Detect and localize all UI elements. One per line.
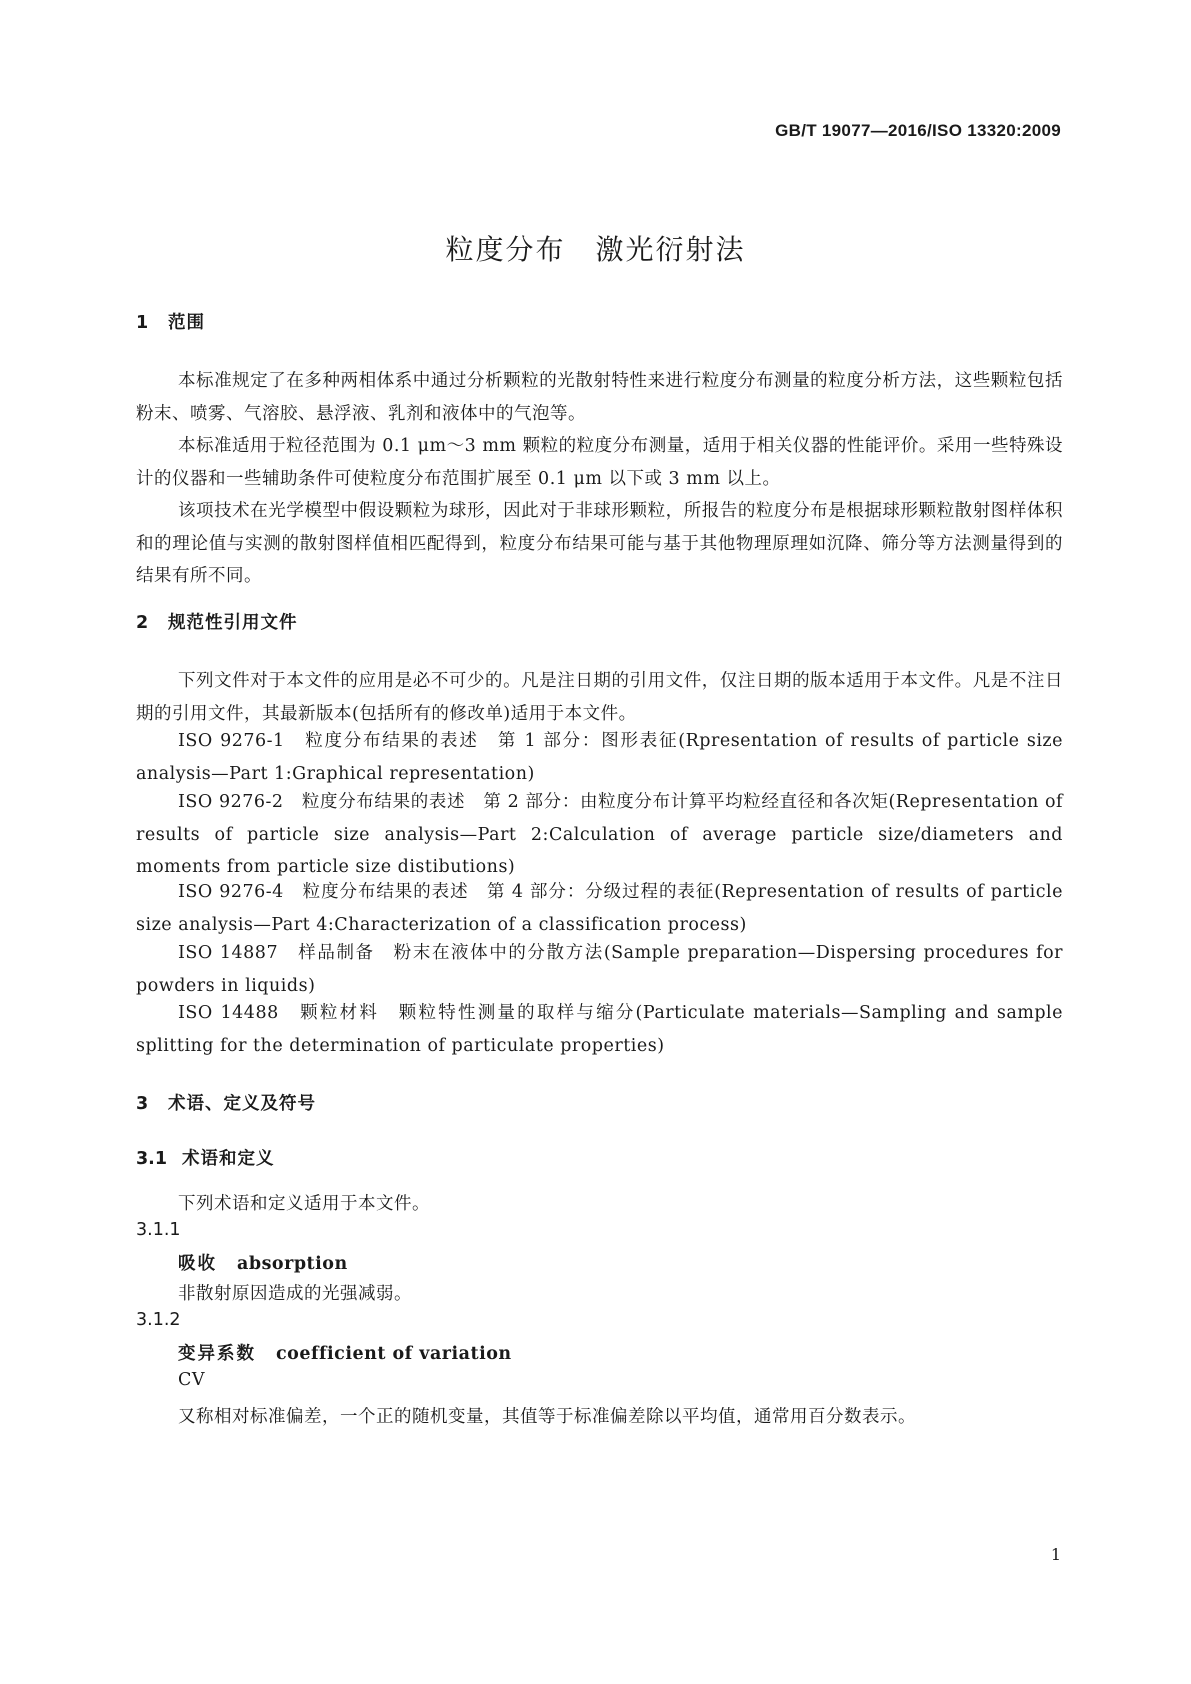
paragraph: 本标准适用于粒径范围为 0.1 μm～3 mm 颗粒的粒度分布测量，适用于相关仪器的性能评价。采用一些特殊设计的仪器和一些辅助条件可使粒度分布范围扩展至 0.1 μm 以下或 3 mm 以上。: [136, 436, 1063, 489]
section-title: 范围: [168, 313, 205, 333]
section-title: 规范性引用文件: [168, 613, 298, 633]
standard-number: GB/T 19077—2016/ISO 13320:2009: [775, 121, 1061, 140]
section-1-heading: [136, 309, 205, 334]
term-heading: [178, 1250, 348, 1275]
term-chinese: 变异系数: [178, 1344, 256, 1364]
page-number: 1: [1050, 1545, 1061, 1564]
term-number: 3.1.2: [136, 1310, 181, 1330]
section-title: 术语、定义及符号: [168, 1094, 316, 1114]
section-2-heading: [136, 609, 298, 634]
subsection-number: 3.1: [136, 1149, 168, 1169]
reference-item: ISO 14488 颗粒材料 颗粒特性测量的取样与缩分(Particulate materials—Sampling and sample splitting for the determination of particulate properties): [136, 1003, 1063, 1056]
reference-item: ISO 9276-1 粒度分布结果的表述 第 1 部分：图形表征(Rpresentation of results of particle size analysis—Part 1:Graphical representation): [136, 731, 1063, 784]
paragraph: 下列文件对于本文件的应用是必不可少的。凡是注日期的引用文件，仅注日期的版本适用于本文件。凡是不注日期的引用文件，其最新版本(包括所有的修改单)适用于本文件。: [136, 671, 1063, 724]
paragraph: 下列术语和定义适用于本文件。: [178, 1194, 430, 1214]
term-heading: [178, 1340, 512, 1365]
term-english: absorption: [237, 1254, 348, 1274]
subsection-title: 术语和定义: [182, 1149, 275, 1169]
term-definition: 又称相对标准偏差，一个正的随机变量，其值等于标准偏差除以平均值，通常用百分数表示。: [178, 1407, 916, 1427]
section-number: 3: [136, 1094, 149, 1114]
document-title: 粒度分布 激光衍射法: [445, 233, 746, 266]
section-number: 1: [136, 313, 149, 333]
reference-item: ISO 9276-4 粒度分布结果的表述 第 4 部分：分级过程的表征(Representation of results of particle size analysis—Part 4:Characterization of a classification process): [136, 882, 1063, 935]
section-3-heading: [136, 1090, 316, 1115]
reference-item: ISO 9276-2 粒度分布结果的表述 第 2 部分：由粒度分布计算平均粒经直径和各次矩(Representation of results of particle size analysis—Part 2:Calculation of average particle size/diameters and moments from particle size distibutions): [136, 792, 1063, 877]
term-chinese: 吸收: [178, 1254, 217, 1274]
paragraph: 该项技术在光学模型中假设颗粒为球形，因此对于非球形颗粒，所报告的粒度分布是根据球形颗粒散射图样体积和的理论值与实测的散射图样值相匹配得到，粒度分布结果可能与基于其他物理原理如沉降、筛分等方法测量得到的结果有所不同。: [136, 501, 1063, 586]
section-number: 2: [136, 613, 149, 633]
term-definition: 非散射原因造成的光强减弱。: [178, 1284, 412, 1304]
reference-item: ISO 14887 样品制备 粉末在液体中的分散方法(Sample preparation—Dispersing procedures for powders in liquids): [136, 943, 1063, 996]
term-english: coefficient of variation: [276, 1344, 512, 1364]
paragraph: 本标准规定了在多种两相体系中通过分析颗粒的光散射特性来进行粒度分布测量的粒度分析方法，这些颗粒包括粉末、喷雾、气溶胶、悬浮液、乳剂和液体中的气泡等。: [136, 371, 1063, 424]
term-symbol: CV: [178, 1370, 206, 1390]
term-number: 3.1.1: [136, 1220, 181, 1240]
subsection-3-1-heading: [136, 1145, 275, 1170]
